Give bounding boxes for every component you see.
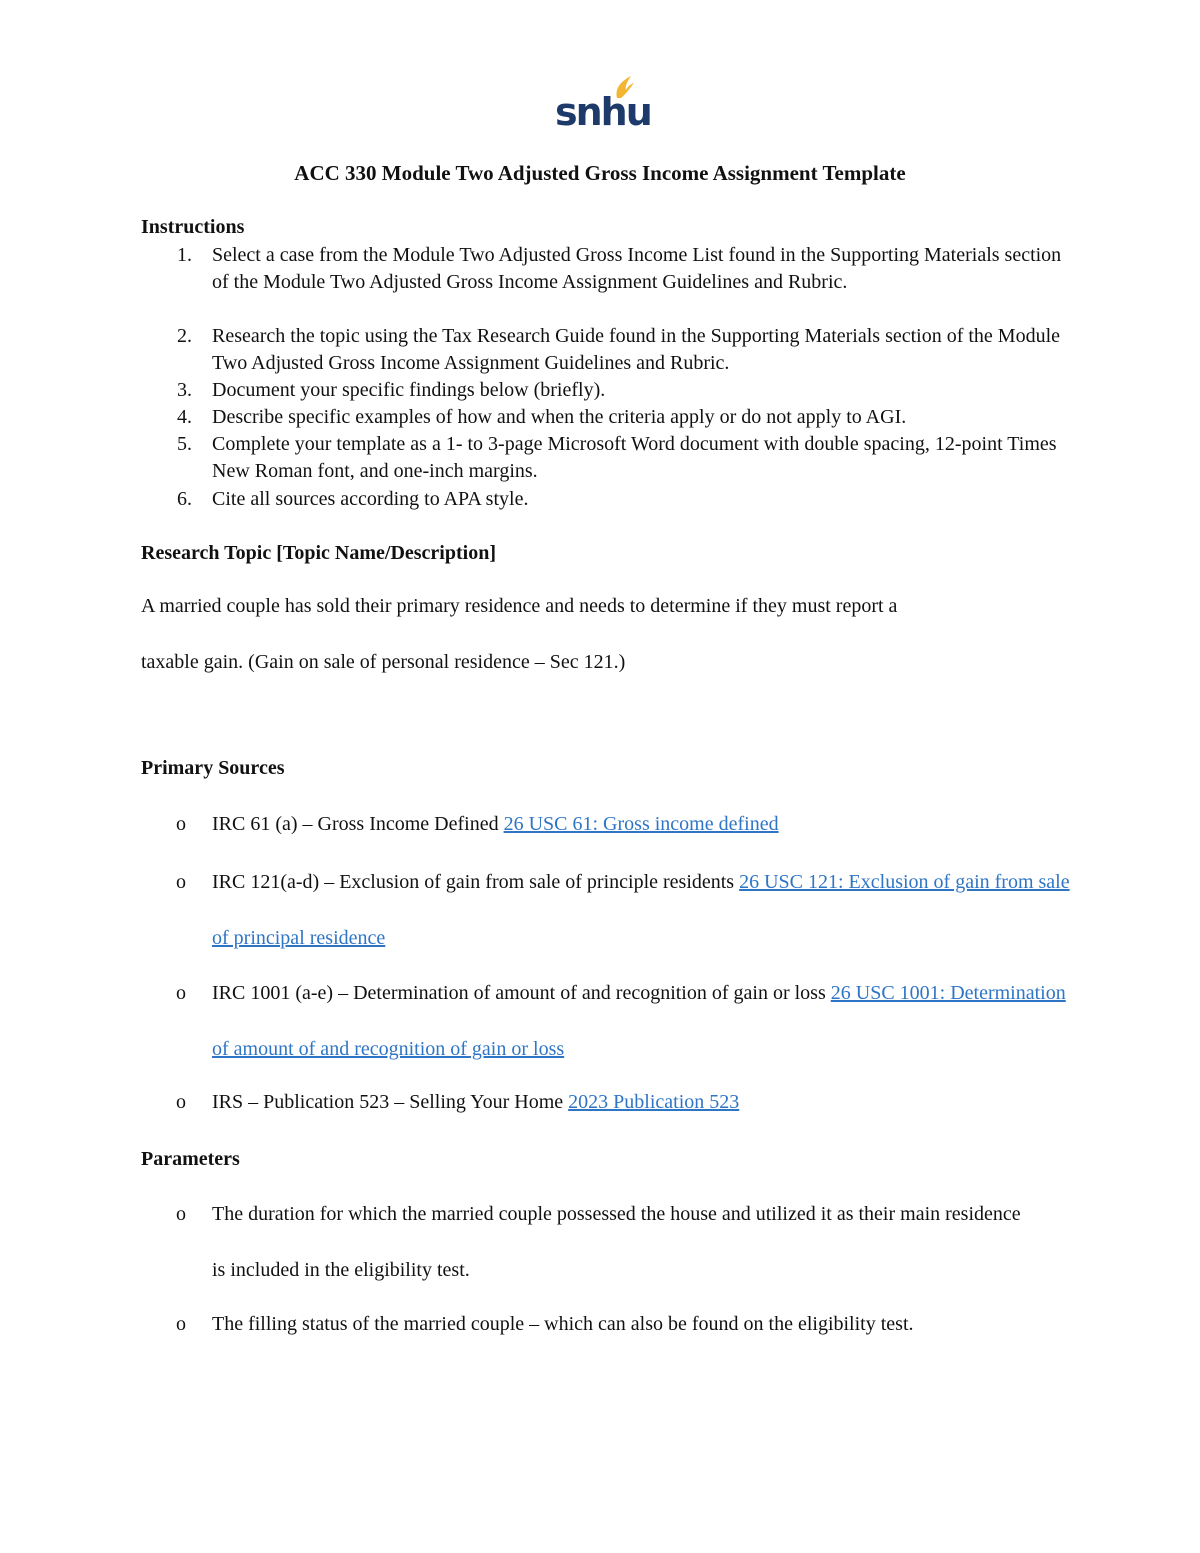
source-text: IRC 121(a-d) – Exclusion of gain from sale of principle residents [212, 871, 740, 893]
primary-sources-heading: Primary Sources [141, 757, 285, 779]
snhu-logo [555, 72, 651, 134]
step-number: 5. [177, 433, 192, 455]
parameter-text: The duration for which the married couple possessed the house and utilized it as their main residence is included in the eligibility test. [212, 1203, 1021, 1281]
source-entry [212, 796, 1072, 852]
research-topic-line-1: A married couple has sold their primary residence and needs to determine if they must report a [141, 595, 898, 617]
bullet-icon: o [176, 813, 186, 835]
step-text: Document your specific findings below (briefly). [212, 379, 606, 401]
source-text: IRS – Publication 523 – Selling Your Home [212, 1091, 569, 1113]
step-text: Research the topic using the Tax Research Guide found in the Supporting Materials section of the Module Two Adjusted Gross Income Assignment Guidelines and Rubric. [212, 325, 1061, 374]
source-text: IRC 1001 (a-e) – Determination of amount of and recognition of gain or loss [212, 982, 831, 1004]
source-entry [212, 1074, 1072, 1130]
step-text: Select a case from the Module Two Adjusted Gross Income List found in the Supporting Materials section of the Module Two Adjusted Gross Income Assignment Guidelines and Rubric. [212, 244, 1062, 293]
source-entry [212, 854, 1072, 966]
research-topic-heading: Research Topic [Topic Name/Description] [141, 542, 496, 564]
step-text: Describe specific examples of how and when the criteria apply or do not apply to AGI. [212, 406, 907, 428]
bullet-icon: o [176, 982, 186, 1004]
step-number: 3. [177, 379, 192, 401]
bullet-icon: o [176, 1313, 186, 1335]
step-number: 4. [177, 406, 192, 428]
step-number: 2. [177, 325, 192, 347]
parameters-heading: Parameters [141, 1148, 240, 1170]
source-entry [212, 965, 1072, 1077]
step-number: 1. [177, 244, 192, 266]
bullet-icon: o [176, 871, 186, 893]
source-link[interactable]: 26 USC 1001: Determination of amount of and recognition of gain or loss [212, 982, 1066, 1060]
research-topic-line-2: taxable gain. (Gain on sale of personal residence – Sec 121.) [141, 651, 626, 673]
parameter-text: The filling status of the married couple – which can also be found on the eligibility test. [212, 1313, 914, 1335]
bullet-icon: o [176, 1203, 186, 1225]
document-title: ACC 330 Module Two Adjusted Gross Income Assignment Template [294, 161, 906, 185]
step-text: Complete your template as a 1- to 3-page Microsoft Word document with double spacing, 12-point Times New Roman font, and one-inch margins. [212, 433, 1057, 482]
step-text: Cite all sources according to APA style. [212, 488, 529, 510]
source-link[interactable]: 2023 Publication 523 [568, 1091, 740, 1113]
source-text: IRC 61 (a) – Gross Income Defined [212, 813, 504, 835]
source-link[interactable]: 26 USC 121: Exclusion of gain from sale of principal residence [212, 871, 1070, 949]
logo-wordmark: snhu [555, 90, 651, 134]
bullet-icon: o [176, 1091, 186, 1113]
step-number: 6. [177, 488, 192, 510]
source-link[interactable]: 26 USC 61: Gross income defined [503, 813, 779, 835]
instructions-heading: Instructions [141, 216, 245, 238]
